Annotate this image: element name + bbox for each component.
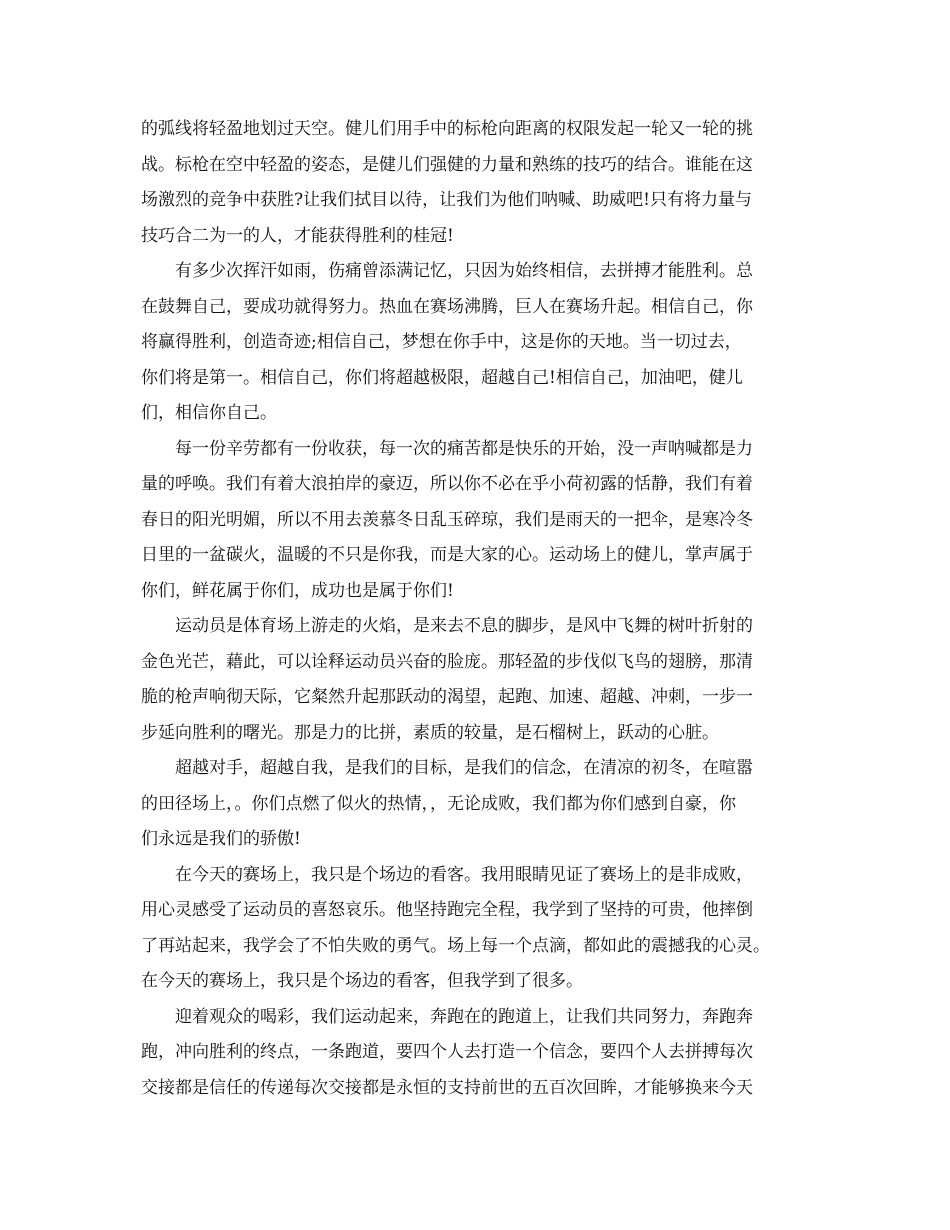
text-line: 超越对手，超越自我，是我们的目标，是我们的信念，在清凉的初冬，在喧嚣	[175, 758, 753, 778]
text-line: 春日的阳光明媚，所以不用去羡慕冬日乱玉碎琼，我们是雨天的一把伞，是寒冷冬	[141, 509, 753, 530]
text-line: 将赢得胜利，创造奇迹;相信自己，梦想在你手中，这是你的天地。当一切过去，	[141, 332, 742, 352]
text-line: 每一份辛劳都有一份收获，每一次的痛苦都是快乐的开始，没一声呐喊都是力	[175, 438, 753, 459]
paragraph	[141, 254, 821, 432]
text-line: 们永远是我们的骄傲!	[141, 829, 301, 849]
text-line: 脆的枪声响彻天际，它粲然升起那跃动的渴望，起跑、加速、超越、冲刺，一步一	[141, 687, 753, 707]
text-line: 日里的一盆碳火，温暖的不只是你我，而是大家的心。运动场上的健儿，掌声属于	[141, 545, 753, 565]
paragraph	[141, 112, 821, 254]
text-line: 你们将是第一。相信自己，你们将超越极限，超越自己!相信自己，加油吧，健儿	[141, 367, 743, 388]
text-line: 你们，鲜花属于你们，成功也是属于你们!	[141, 580, 454, 601]
document-body	[141, 112, 821, 1106]
text-line: 运动员是体育场上游走的火焰，是来去不息的脚步，是风中飞舞的树叶折射的	[175, 616, 753, 636]
text-line: 在鼓舞自己，要成功就得努力。热血在赛场沸腾，巨人在赛场升起。相信自己，你	[141, 296, 753, 317]
text-line: 金色光芒，藉此，可以诠释运动员兴奋的脸庞。那轻盈的步伐似飞鸟的翅膀，那清	[141, 651, 753, 672]
text-line: 场激烈的竞争中获胜?让我们拭目以待，让我们为他们呐喊、助威吧!只有将力量与	[141, 190, 752, 210]
paragraph	[141, 432, 821, 610]
paragraph	[141, 858, 821, 1000]
paragraph	[141, 751, 821, 858]
text-line: 的弧线将轻盈地划过天空。健儿们用手中的标枪向距离的权限发起一轮又一轮的挑	[141, 119, 753, 139]
text-line: 跑，冲向胜利的终点，一条跑道，要四个人去打造一个信念，要四个人去拼搏每次	[141, 1042, 753, 1062]
text-line: 在今天的赛场上，我只是个场边的看客。我用眼睛见证了赛场上的是非成败，	[175, 864, 753, 885]
text-line: 在今天的赛场上，我只是个场边的看客，但我学到了很多。	[141, 971, 583, 991]
text-line: 有多少次挥汗如雨，伤痛曾添满记忆，只因为始终相信，去拼搏才能胜利。总	[175, 261, 753, 281]
paragraph	[141, 609, 821, 751]
text-line: 了再站起来，我学会了不怕失败的勇气。场上每一个点滴，都如此的震撼我的心灵。	[141, 935, 770, 956]
text-line: 用心灵感受了运动员的喜怒哀乐。他坚持跑完全程，我学到了坚持的可贵，他摔倒	[141, 900, 753, 920]
text-line: 战。标枪在空中轻盈的姿态，是健儿们强健的力量和熟练的技巧的结合。谁能在这	[141, 154, 753, 175]
text-line: 量的呼唤。我们有着大浪拍岸的豪迈，所以你不必在乎小荷初露的恬静，我们有着	[141, 474, 753, 494]
text-line: 步延向胜利的曙光。那是力的比拼，素质的较量，是石榴树上，跃动的心脏。	[141, 722, 719, 743]
text-line: 的田径场上，。你们点燃了似火的热情，，无论成败，我们都为你们感到自豪，你	[141, 793, 736, 814]
text-line: 技巧合二为一的人，才能获得胜利的桂冠!	[141, 225, 454, 246]
paragraph	[141, 1000, 821, 1107]
text-line: 交接都是信任的传递每次交接都是永恒的支持前世的五百次回眸，才能够换来今天	[141, 1077, 753, 1098]
text-line: 们，相信你自己。	[141, 403, 277, 423]
text-line: 迎着观众的喝彩，我们运动起来，奔跑在的跑道上，让我们共同努力，奔跑奔	[175, 1006, 753, 1027]
